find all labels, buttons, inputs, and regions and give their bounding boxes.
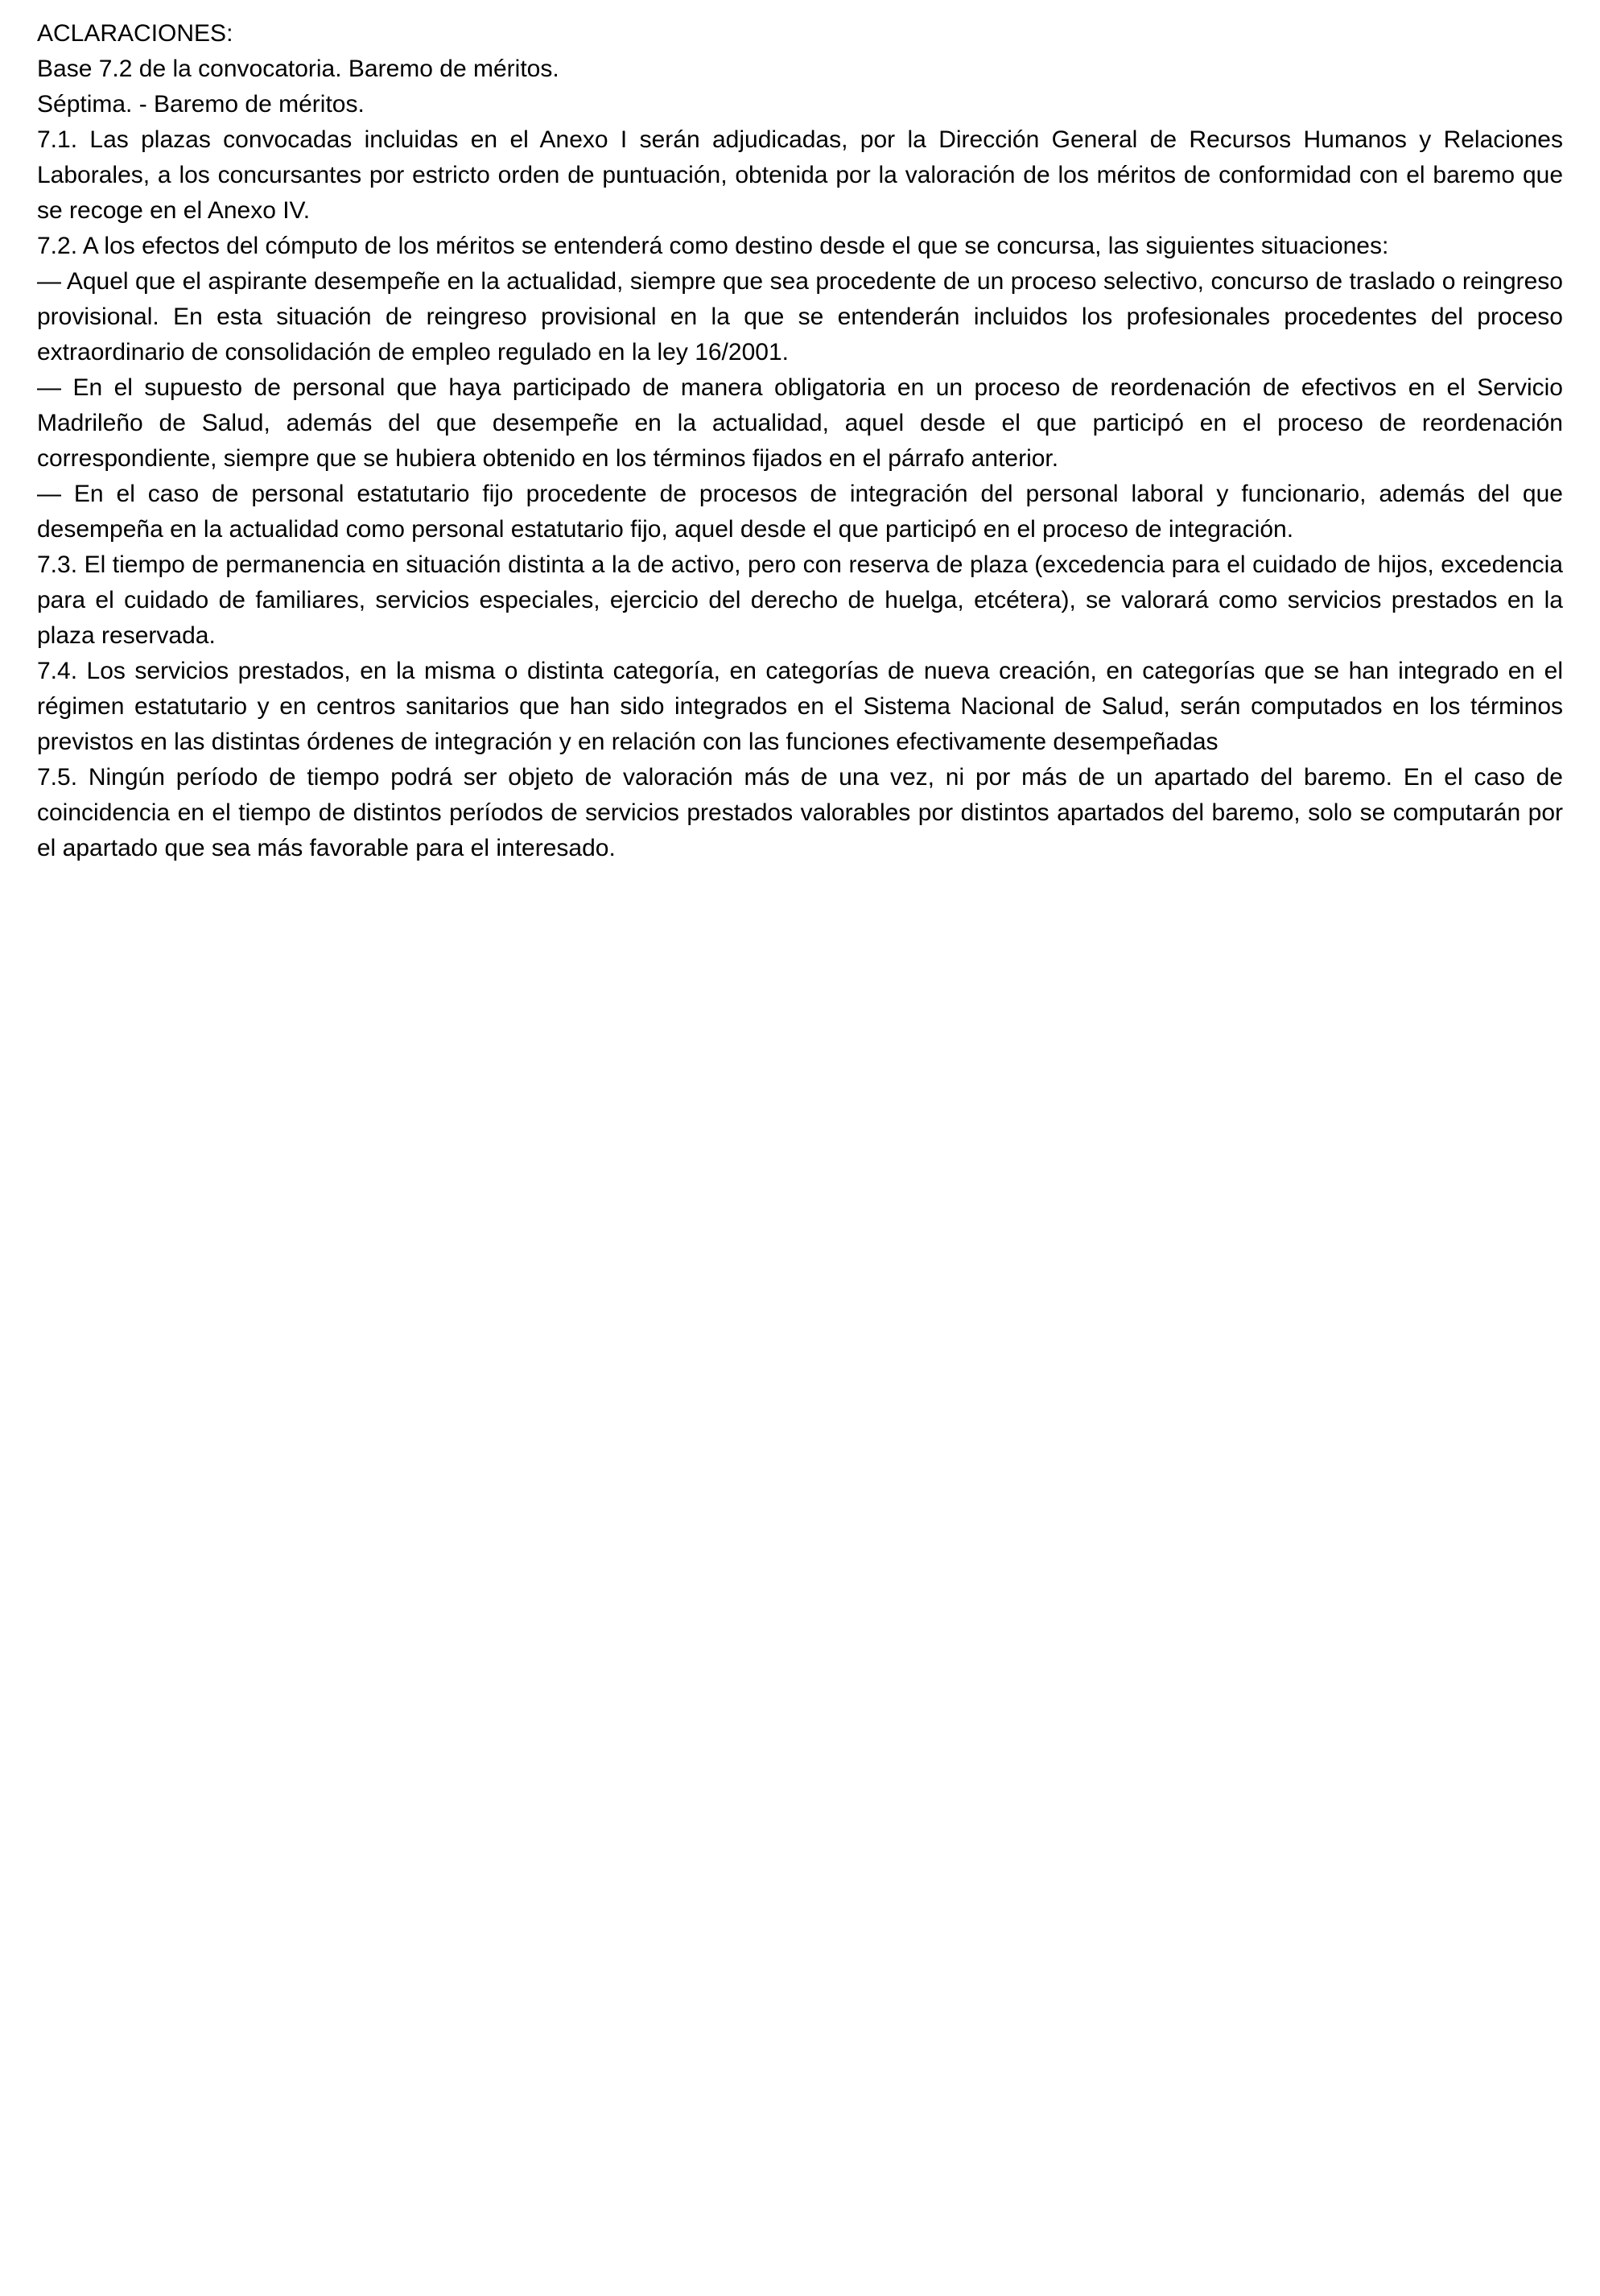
paragraph-7-2-item-2: — En el supuesto de personal que haya participado de manera obligatoria en un proceso de reordenación de efectivos en el Servicio Madrileño de Salud, además del que desempeñe en la actualidad, aquel desde el que participó en el proceso de reordenación correspondiente, siempre que se hubiera obtenido en los términos fijados en el párrafo anterior.	[37, 374, 1563, 472]
paragraph-7-4: 7.4. Los servicios prestados, en la misma o distinta categoría, en categorías de nueva creación, en categorías que se han integrado en el régimen estatutario y en centros sanitarios que han sido integrados en el Sistema Nacional de Salud, serán computados en los términos previstos en las distintas órdenes de integración y en relación con las funciones efectivamente desempeñadas	[37, 658, 1563, 755]
paragraph-7-2-intro: 7.2. A los efectos del cómputo de los méritos se entenderá como destino desde el que se concursa, las siguientes situaciones:	[37, 233, 1389, 259]
paragraph-base-7-2: Base 7.2 de la convocatoria. Baremo de méritos.	[37, 56, 559, 82]
paragraph-7-3: 7.3. El tiempo de permanencia en situación distinta a la de activo, pero con reserva de plaza (excedencia para el cuidado de hijos, excedencia para el cuidado de familiares, servicios especiales, ejercicio del derecho de huelga, etcétera), se valorará como servicios prestados en la plaza reservada.	[37, 551, 1563, 649]
paragraph-7-2-item-1: — Aquel que el aspirante desempeñe en la actualidad, siempre que sea procedente de un proceso selectivo, concurso de traslado o reingreso provisional. En esta situación de reingreso provisional en la que se entenderán incluidos los profesionales procedentes del proceso extraordinario de consolidación de empleo regulado en la ley 16/2001.	[37, 268, 1563, 365]
paragraph-7-1: 7.1. Las plazas convocadas incluidas en el Anexo I serán adjudicadas, por la Dirección General de Recursos Humanos y Relaciones Laborales, a los concursantes por estricto orden de puntuación, obtenida por la valoración de los méritos de conformidad con el baremo que se recoge en el Anexo IV.	[37, 126, 1563, 224]
paragraph-7-5: 7.5. Ningún período de tiempo podrá ser objeto de valoración más de una vez, ni por más de un apartado del baremo. En el caso de coincidencia en el tiempo de distintos períodos de servicios prestados valorables por distintos apartados del baremo, solo se computarán por el apartado que sea más favorable para el interesado.	[37, 764, 1563, 861]
paragraph-septima-title: Séptima. - Baremo de méritos.	[37, 91, 365, 118]
document-heading: ACLARACIONES:	[37, 20, 233, 47]
paragraph-7-2-item-3: — En el caso de personal estatutario fijo procedente de procesos de integración del personal laboral y funcionario, además del que desempeña en la actualidad como personal estatutario fijo, aquel desde el que participó en el proceso de integración.	[37, 481, 1563, 543]
